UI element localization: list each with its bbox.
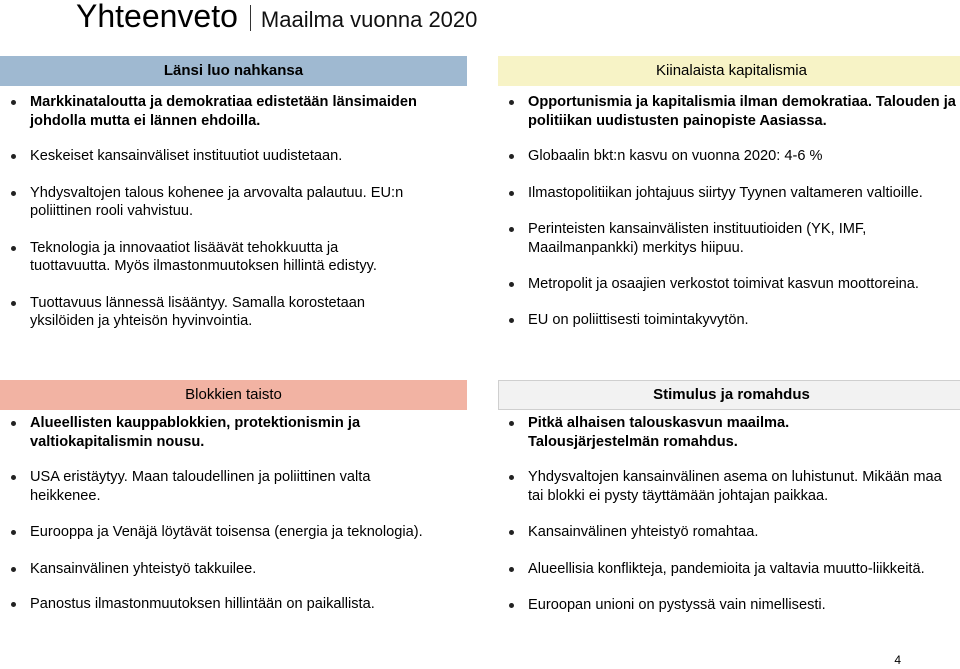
list-item: Perinteisten kansainvälisten instituutioiden (YK, IMF, Maailmanpankki) merkitys hiipuu. <box>498 220 928 257</box>
bullet-icon <box>11 154 16 159</box>
list-item: Kansainvälinen yhteistyö takkuilee. <box>0 560 467 579</box>
bullet-list <box>0 93 467 331</box>
page-number: 4 <box>894 653 901 667</box>
panel-heading: Länsi luo nahkansa <box>0 56 467 86</box>
list-item: Metropolit ja osaajien verkostot toimivat kasvun moottoreina. <box>498 275 960 294</box>
list-item: Teknologia ja innovaatiot lisäävät tehokkuutta ja tuottavuutta. Myös ilmastonmuutoksen hillintä edistyy. <box>0 239 420 276</box>
list-item: Pitkä alhaisen talouskasvun maailma. Talousjärjestelmän romahdus. <box>498 414 848 451</box>
list-item: Yhdysvaltojen talous kohenee ja arvovalta palautuu. EU:n poliittinen rooli vahvistuu. <box>0 184 460 221</box>
list-item: Yhdysvaltojen kansainvälinen asema on luhistunut. Mikään maa tai blokki ei pysty täyttämään johtajan paikkaa. <box>498 468 948 505</box>
bullet-icon <box>509 318 514 323</box>
scenario-panel-west <box>0 56 467 331</box>
list-item: Alueellisia konflikteja, pandemioita ja valtavia muutto-liikkeitä. <box>498 560 928 579</box>
bullet-icon <box>509 191 514 196</box>
bullet-icon <box>11 530 16 535</box>
bullet-icon <box>509 567 514 572</box>
bullet-icon <box>11 475 16 480</box>
list-item: Eurooppa ja Venäjä löytävät toisensa (energia ja teknologia). <box>0 523 467 542</box>
bullet-list <box>0 414 467 614</box>
list-item: Globaalin bkt:n kasvu on vuonna 2020: 4-6 % <box>498 147 960 166</box>
list-item: Keskeiset kansainväliset instituutiot uudistetaan. <box>0 147 467 166</box>
bullet-icon <box>11 100 16 105</box>
bullet-icon <box>509 154 514 159</box>
list-item: Kansainvälinen yhteistyö romahtaa. <box>498 523 960 542</box>
list-item: Markkinataloutta ja demokratiaa edistetään länsimaiden johdolla mutta ei lännen ehdoilla. <box>0 93 460 130</box>
scenario-panel-china <box>498 56 960 329</box>
list-item: Euroopan unioni on pystyssä vain nimellisesti. <box>498 596 960 615</box>
list-item: Tuottavuus lännessä lisääntyy. Samalla korostetaan yksilöiden ja yhteisön hyvinvointia. <box>0 294 420 331</box>
list-item: Ilmastopolitiikan johtajuus siirtyy Tyynen valtameren valtioille. <box>498 184 928 203</box>
bullet-icon <box>11 246 16 251</box>
bullet-icon <box>11 602 16 607</box>
panel-heading: Kiinalaista kapitalismia <box>498 56 960 86</box>
title-subtitle: Maailma vuonna 2020 <box>260 7 478 32</box>
list-item: EU on poliittisesti toimintakyvytön. <box>498 311 960 330</box>
list-item: USA eristäytyy. Maan taloudellinen ja poliittinen valta heikkenee. <box>0 468 430 505</box>
bullet-icon <box>11 421 16 426</box>
title-main: Yhteenveto <box>76 0 238 34</box>
bullet-icon <box>11 567 16 572</box>
panel-heading: Blokkien taisto <box>0 380 467 410</box>
bullet-icon <box>509 282 514 287</box>
bullet-icon <box>509 421 514 426</box>
bullet-icon <box>509 100 514 105</box>
scenario-panel-blocs <box>0 380 467 614</box>
panel-heading: Stimulus ja romahdus <box>498 380 960 410</box>
title-divider <box>250 5 251 31</box>
bullet-icon <box>509 227 514 232</box>
bullet-icon <box>11 191 16 196</box>
bullet-icon <box>11 301 16 306</box>
scenario-panel-stimulus <box>498 380 960 615</box>
bullet-icon <box>509 603 514 608</box>
list-item: Panostus ilmastonmuutoksen hillintään on paikallista. <box>0 595 467 614</box>
bullet-list <box>498 93 960 329</box>
list-item: Opportunismia ja kapitalismia ilman demokratiaa. Talouden ja politiikan uudistusten painopiste Aasiassa. <box>498 93 960 130</box>
bullet-icon <box>509 530 514 535</box>
bullet-icon <box>509 475 514 480</box>
list-item: Alueellisten kauppablokkien, protektionismin ja valtiokapitalismin nousu. <box>0 414 430 451</box>
bullet-list <box>498 414 960 615</box>
page-title <box>76 0 477 42</box>
